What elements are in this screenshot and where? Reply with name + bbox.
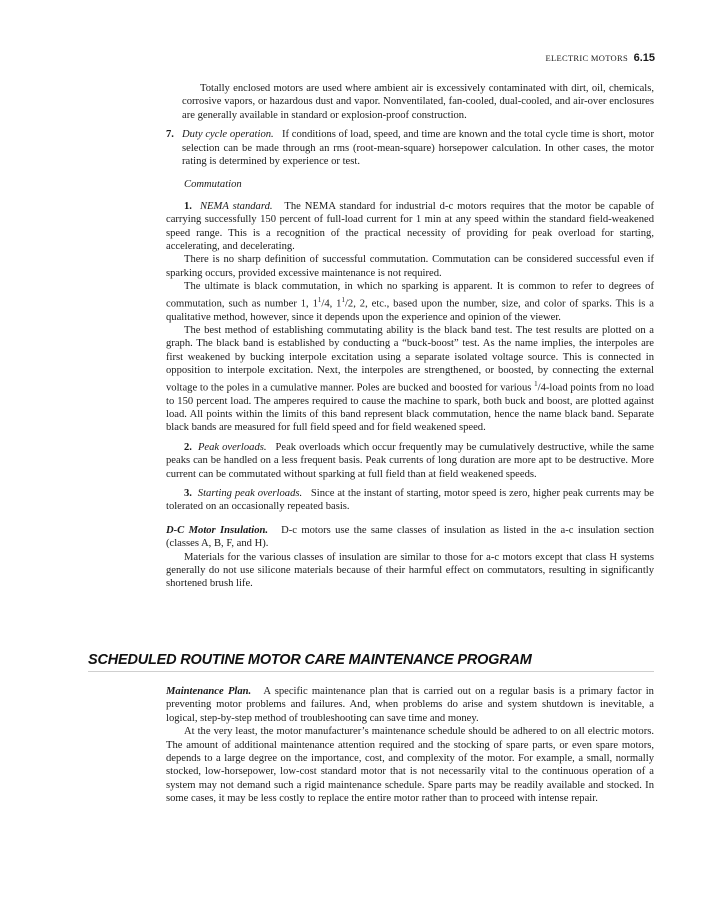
paragraph-insulation-materials: Materials for the various classes of insulation are similar to those for a-c motors except that class H systems generally do not use silicone materials because of their harmful effect on commutators, resulting in significantly shortened brush life. (166, 551, 654, 590)
item-text: Peak overloads which occur frequently may be cumulatively destructive, while the same peaks can be handled on a less frequent basis. Peak currents of long duration are more apt to be destructive. More current can be commutated without sparking at full field than at field weakened speeds. (166, 441, 655, 480)
paragraph-starting-peak-overloads (166, 487, 654, 514)
paragraph-nema-standard (166, 200, 654, 254)
paragraph-black-commutation (166, 280, 654, 324)
item-title: NEMA standard. (199, 200, 273, 212)
item-text: The NEMA standard for industrial d-c motors requires that the motor be capable of carrying successfully 150 percent of full-load current for 1 min at any speed within the standard field-weakened speed range. This is a recognition of the practical necessity of providing for peak overload for starting, accelerating, and decelerating. (166, 200, 655, 253)
fraction-numerator: 1 (534, 379, 538, 388)
text: The ultimate is black commutation, in which no sparking is apparent. It is common to refer to degrees of commutation, such as number 1, 1 (166, 281, 654, 310)
fraction-numerator: 1 (341, 295, 345, 304)
item-title: Starting peak overloads. (197, 488, 303, 500)
list-item-title: Duty cycle operation. (182, 129, 274, 141)
subheading-commutation: Commutation (184, 179, 242, 191)
item-text: Since at the instant of starting, motor speed is zero, higher peak currents may be tolerated on an occasionally repeated basis. (166, 488, 655, 513)
text: The best method of establishing commutating ability is the black band test. The test results are plotted on a graph. The black band is established by conducting a “buck-boost” test. As the name implies, the interpoles are first weakened by bucking interpole excitation using a separate isolated voltage source. This is connected in opposition to interpole excitation. Next, the interpoles are strengthened, or boosted, by connecting the external voltage to the poles in a cumulative manner. Poles are bucked and boosted for various (166, 325, 654, 394)
text: D-c motors use the same classes of insulation as listed in the a-c insulation section (classes A, B, F, and H). (166, 524, 654, 550)
paragraph-maintenance-plan (166, 685, 654, 725)
body-column-top (166, 82, 654, 591)
item-title: Peak overloads. (197, 441, 267, 453)
list-number: 7. (166, 129, 174, 141)
paragraph-manufacturer-schedule: At the very least, the motor manufacturer’s maintenance schedule should be adhered to on all electric motors. The amount of additional maintenance attention required and the stocking of spare parts, or even spare motors, depends to a large degree on the importance, cost, and complexity of the motor. For example, a small, normally stocked, low-horsepower, low-cost standard motor that is not necessarily vital to the continuous operation of a system may not demand such a rigid maintenance schedule. Spare parts may be readily available and stocked. In some cases, it may be less costly to replace the entire motor rather than to proceed with intense repair. (166, 726, 654, 805)
list-item-text: If conditions of load, speed, and time are known and the total cycle time is short, motor selection can be made through an rms (root-mean-square) horsepower calculation. In other cases, the motor rating is determined by experience or test. (182, 129, 654, 168)
text: /4, 1 (321, 298, 342, 310)
text: A specific maintenance plan that is carried out on a regular basis is a primary factor in preventing motor problems and failures. And, when problems do arise and system shutdown is inevitable, a logical, step-by-step method of troubleshooting can save time and money. (166, 686, 654, 724)
run-in-heading: Maintenance Plan. (166, 686, 252, 697)
text: /2, 2, etc., based upon the number, size, and color of sparks. This is a qualitative method, however, since it depends upon the experience and opinion of the viewer. (166, 298, 654, 323)
running-header (0, 53, 718, 67)
running-title: ELECTRIC MOTORS (545, 53, 628, 63)
text: /4-load points from no load to 150 percent load. The amperes required to cause the machine to spark, both buck and boost, are plotted against load. All points within the limits of this band represent black commutation, hence the name black band. Separate black bands are measured for full field speed and for field weakened speed. (166, 382, 654, 434)
body-column-bottom (166, 685, 654, 806)
paragraph-dc-insulation (166, 524, 654, 551)
item-number: 2. (184, 441, 192, 453)
paragraph-sharp-definition: There is no sharp definition of successful commutation. Commutation can be considered successful even if sparking occurs, provided excessive maintenance is not required. (166, 254, 654, 279)
run-in-heading: D-C Motor Insulation. (166, 524, 269, 536)
item-number: 3. (184, 488, 192, 500)
item-number: 1. (184, 200, 192, 212)
paragraph-peak-overloads (166, 441, 654, 481)
fraction-numerator: 1 (317, 295, 322, 304)
section-heading: SCHEDULED ROUTINE MOTOR CARE MAINTENANCE PROGRAM (88, 652, 654, 672)
paragraph-enclosed-motors: Totally enclosed motors are used where ambient air is excessively contaminated with dirt, oil, chemicals, corrosive vapors, or hazardous dust and vapor. Nonventilated, fan-cooled, dual-cooled, and air-over enclosures are generally available in standard or explosion-proof construction. (182, 83, 654, 121)
page-number: 6.15 (633, 52, 655, 64)
paragraph-black-band-test (166, 324, 654, 435)
list-item-duty-cycle (166, 128, 654, 168)
